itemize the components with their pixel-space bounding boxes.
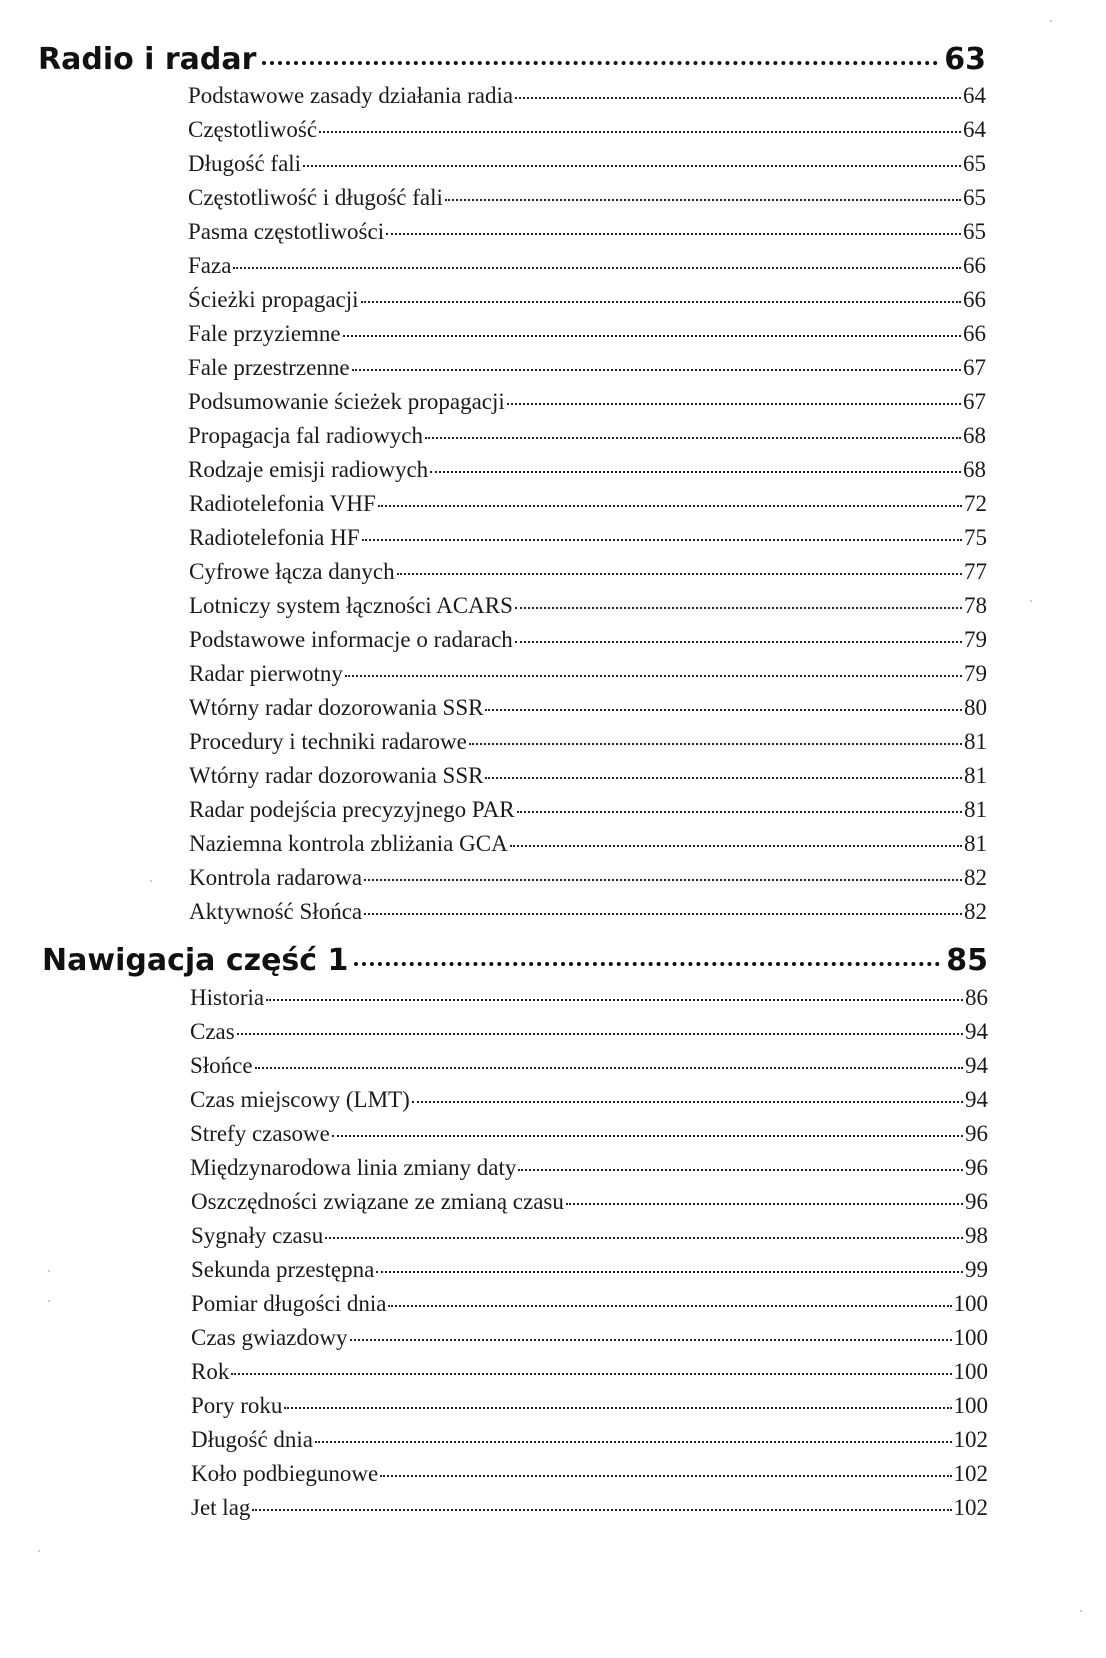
toc-entry[interactable] [190, 1121, 988, 1157]
dot-leader [343, 335, 961, 337]
toc-entry-title: Radar podejścia precyzyjnego PAR [189, 797, 515, 822]
dot-leader [354, 962, 940, 966]
toc-entry-title: Długość fali [188, 151, 302, 176]
dot-leader [469, 743, 962, 745]
toc-entry-title: Częstotliwość i długość fali [188, 185, 443, 210]
toc-entry-page: 102 [953, 1495, 988, 1520]
toc-entry-page: 68 [963, 457, 986, 482]
toc-entry-title: Czas gwiazdowy [191, 1325, 348, 1350]
toc-chapter-row[interactable] [42, 943, 988, 987]
scan-speck [150, 880, 152, 882]
toc-entry[interactable] [191, 1257, 988, 1293]
dot-leader [485, 709, 962, 711]
toc-entry-title: Pory roku [191, 1393, 283, 1418]
toc-entry-page: 82 [964, 865, 987, 890]
toc-entry-title: Oszczędności związane ze zmianą czasu [191, 1189, 564, 1214]
toc-entry-title: Kontrola radarowa [189, 865, 363, 890]
toc-entry-title: Rok [191, 1359, 230, 1384]
toc-entry-title: Procedury i techniki radarowe [189, 729, 467, 754]
toc-entry-title: Międzynarodowa linia zmiany daty [190, 1155, 517, 1180]
toc-entry[interactable] [190, 1053, 988, 1089]
toc-entry[interactable] [191, 1189, 988, 1225]
toc-entry[interactable] [191, 1291, 988, 1327]
toc-entry[interactable] [189, 695, 987, 731]
toc-chapter-title: Radio i radar [38, 42, 257, 77]
toc-entry-title: Ścieżki propagacji [188, 287, 359, 312]
dot-leader [566, 1203, 963, 1205]
toc-entry-title: Czas [190, 1019, 235, 1044]
toc-entry[interactable] [189, 729, 987, 765]
toc-chapter-page: 63 [944, 42, 986, 77]
toc-entry[interactable] [189, 763, 987, 799]
toc-entry-title: Propagacja fal radiowych [188, 423, 424, 448]
toc-entry-title: Sygnały czasu [191, 1223, 324, 1248]
toc-entry[interactable] [188, 355, 986, 391]
dot-leader [325, 1237, 963, 1239]
toc-entry-page: 65 [963, 219, 986, 244]
toc-entry-title: Fale przestrzenne [188, 355, 350, 380]
toc-entry[interactable] [189, 627, 987, 663]
toc-entry[interactable] [189, 491, 987, 527]
dot-leader [386, 233, 961, 235]
dot-leader [303, 165, 961, 167]
toc-entry-page: 65 [963, 151, 986, 176]
toc-entry-page: 82 [964, 899, 987, 924]
toc-entry[interactable] [188, 219, 986, 255]
toc-entry-title: Radiotelefonia VHF [189, 491, 376, 516]
toc-entry[interactable] [188, 321, 986, 357]
toc-entry[interactable] [188, 117, 986, 153]
toc-entry-title: Pasma częstotliwości [188, 219, 385, 244]
dot-leader [252, 1509, 951, 1511]
toc-entry-title: Lotniczy system łączności ACARS [189, 593, 513, 618]
dot-leader [515, 607, 962, 609]
toc-entry[interactable] [190, 1087, 988, 1123]
toc-entry[interactable] [191, 1427, 988, 1463]
toc-entry[interactable] [189, 593, 987, 629]
toc-entry[interactable] [188, 83, 986, 119]
dot-leader [378, 505, 962, 507]
dot-leader [345, 675, 962, 677]
toc-entry[interactable] [189, 797, 987, 833]
toc-entry-title: Jet lag [191, 1495, 251, 1520]
toc-entry-page: 94 [965, 1019, 988, 1044]
toc-entry-page: 99 [965, 1257, 988, 1282]
dot-leader [425, 437, 961, 439]
toc-entry-page: 94 [965, 1087, 988, 1112]
toc-entry-title: Radiotelefonia HF [189, 525, 360, 550]
dot-leader [430, 471, 961, 473]
toc-entry[interactable] [190, 1155, 988, 1191]
toc-entry[interactable] [189, 899, 987, 935]
toc-entry-title: Rodzaje emisji radiowych [188, 457, 429, 482]
toc-entry-page: 67 [963, 355, 986, 380]
dot-leader [376, 1271, 963, 1273]
toc-entry-page: 66 [963, 321, 986, 346]
toc-entry-title: Wtórny radar dozorowania SSR [189, 695, 484, 720]
dot-leader [332, 1135, 963, 1137]
toc-entry-page: 77 [964, 559, 987, 584]
toc-entry-page: 100 [953, 1325, 988, 1350]
toc-entry-page: 102 [953, 1427, 988, 1452]
toc-chapter-page: 85 [946, 943, 988, 978]
toc-entry-title: Podsumowanie ścieżek propagacji [188, 389, 505, 414]
dot-leader [445, 199, 961, 201]
dot-leader [362, 539, 962, 541]
toc-entry[interactable] [188, 253, 986, 289]
dot-leader [262, 61, 938, 65]
toc-entry[interactable] [189, 559, 987, 595]
toc-entry[interactable] [188, 185, 986, 221]
toc-entry-title: Czas miejscowy (LMT) [190, 1087, 410, 1112]
toc-entry-title: Długość dnia [191, 1427, 314, 1452]
dot-leader [485, 777, 962, 779]
toc-entry-page: 94 [965, 1053, 988, 1078]
toc-entry-title: Podstawowe zasady działania radia [188, 83, 514, 108]
dot-leader [237, 1033, 963, 1035]
toc-entry-title: Strefy czasowe [190, 1121, 330, 1146]
scan-speck [38, 1550, 40, 1552]
toc-entry-title: Radar pierwotny [189, 661, 343, 686]
toc-entry-page: 96 [965, 1121, 988, 1146]
toc-entry-page: 66 [963, 253, 986, 278]
dot-leader [517, 811, 962, 813]
scan-speck [1080, 1610, 1082, 1612]
toc-entry-page: 75 [964, 525, 987, 550]
toc-entry-title: Faza [188, 253, 232, 278]
toc-entry-page: 100 [953, 1359, 988, 1384]
toc-entry-page: 86 [965, 985, 988, 1010]
toc-chapter-title: Nawigacja część 1 [42, 943, 349, 978]
toc-entry-title: Historia [190, 985, 265, 1010]
toc-entry-page: 64 [963, 83, 986, 108]
scan-speck [1030, 600, 1032, 602]
dot-leader [350, 1339, 952, 1341]
toc-entry-title: Aktywność Słońca [189, 899, 363, 924]
dot-leader [507, 403, 961, 405]
toc-entry-page: 81 [964, 831, 987, 856]
toc-entry-title: Fale przyziemne [188, 321, 341, 346]
dot-leader [266, 999, 963, 1001]
toc-entry-title: Słońce [190, 1053, 253, 1078]
toc-entry[interactable] [191, 1393, 988, 1429]
toc-entry[interactable] [190, 985, 988, 1021]
toc-entry-page: 81 [964, 729, 987, 754]
toc-entry-title: Naziemna kontrola zbliżania GCA [189, 831, 508, 856]
toc-entry-title: Częstotliwość [188, 117, 318, 142]
dot-leader [364, 879, 962, 881]
dot-leader [255, 1067, 963, 1069]
toc-entry[interactable] [191, 1495, 988, 1531]
toc-entry[interactable] [191, 1461, 988, 1497]
toc-entry[interactable] [188, 287, 986, 323]
dot-leader [231, 1373, 951, 1375]
toc-entry-page: 96 [965, 1189, 988, 1214]
toc-entry[interactable] [188, 457, 986, 493]
toc-entry[interactable] [188, 423, 986, 459]
dot-leader [510, 845, 962, 847]
toc-entry-title: Sekunda przestępna [191, 1257, 375, 1282]
dot-leader [515, 641, 962, 643]
dot-leader [515, 97, 961, 99]
toc-chapter-row[interactable] [38, 42, 986, 86]
toc-entry-page: 64 [963, 117, 986, 142]
dot-leader [412, 1101, 963, 1103]
scan-speck [48, 1300, 50, 1302]
toc-entry-page: 102 [953, 1461, 988, 1486]
dot-leader [315, 1441, 951, 1443]
dot-leader [397, 573, 962, 575]
toc-entry-page: 100 [953, 1393, 988, 1418]
toc-entry-page: 79 [964, 627, 987, 652]
toc-entry-page: 80 [964, 695, 987, 720]
toc-entry-page: 65 [963, 185, 986, 210]
toc-entry-page: 81 [964, 763, 987, 788]
toc-entry-page: 67 [963, 389, 986, 414]
dot-leader [284, 1407, 951, 1409]
dot-leader [380, 1475, 951, 1477]
toc-entry[interactable] [191, 1223, 988, 1259]
toc-entry-title: Koło podbiegunowe [191, 1461, 379, 1486]
toc-entry-page: 78 [964, 593, 987, 618]
toc-entry[interactable] [189, 831, 987, 867]
toc-entry-title: Pomiar długości dnia [191, 1291, 387, 1316]
toc-entry[interactable] [189, 525, 987, 561]
dot-leader [361, 301, 961, 303]
toc-entry[interactable] [188, 389, 986, 425]
dot-leader [233, 267, 961, 269]
dot-leader [319, 131, 961, 133]
toc-entry-page: 79 [964, 661, 987, 686]
scan-speck [48, 1270, 50, 1272]
toc-entry[interactable] [189, 661, 987, 697]
toc-entry-title: Cyfrowe łącza danych [189, 559, 395, 584]
toc-entry[interactable] [191, 1359, 988, 1395]
toc-entry[interactable] [189, 865, 987, 901]
toc-entry-page: 96 [965, 1155, 988, 1180]
dot-leader [352, 369, 961, 371]
scan-speck [1050, 20, 1052, 22]
toc-entry-title: Wtórny radar dozorowania SSR [189, 763, 484, 788]
toc-entry-title: Podstawowe informacje o radarach [189, 627, 513, 652]
dot-leader [388, 1305, 951, 1307]
toc-entry-page: 98 [965, 1223, 988, 1248]
toc-entry-page: 100 [953, 1291, 988, 1316]
toc-entry[interactable] [188, 151, 986, 187]
toc-entry-page: 66 [963, 287, 986, 312]
toc-entry-page: 72 [964, 491, 987, 516]
dot-leader [518, 1169, 963, 1171]
toc-entry-page: 81 [964, 797, 987, 822]
toc-entry[interactable] [191, 1325, 988, 1361]
toc-entry-page: 68 [963, 423, 986, 448]
toc-entry[interactable] [190, 1019, 988, 1055]
dot-leader [364, 913, 962, 915]
